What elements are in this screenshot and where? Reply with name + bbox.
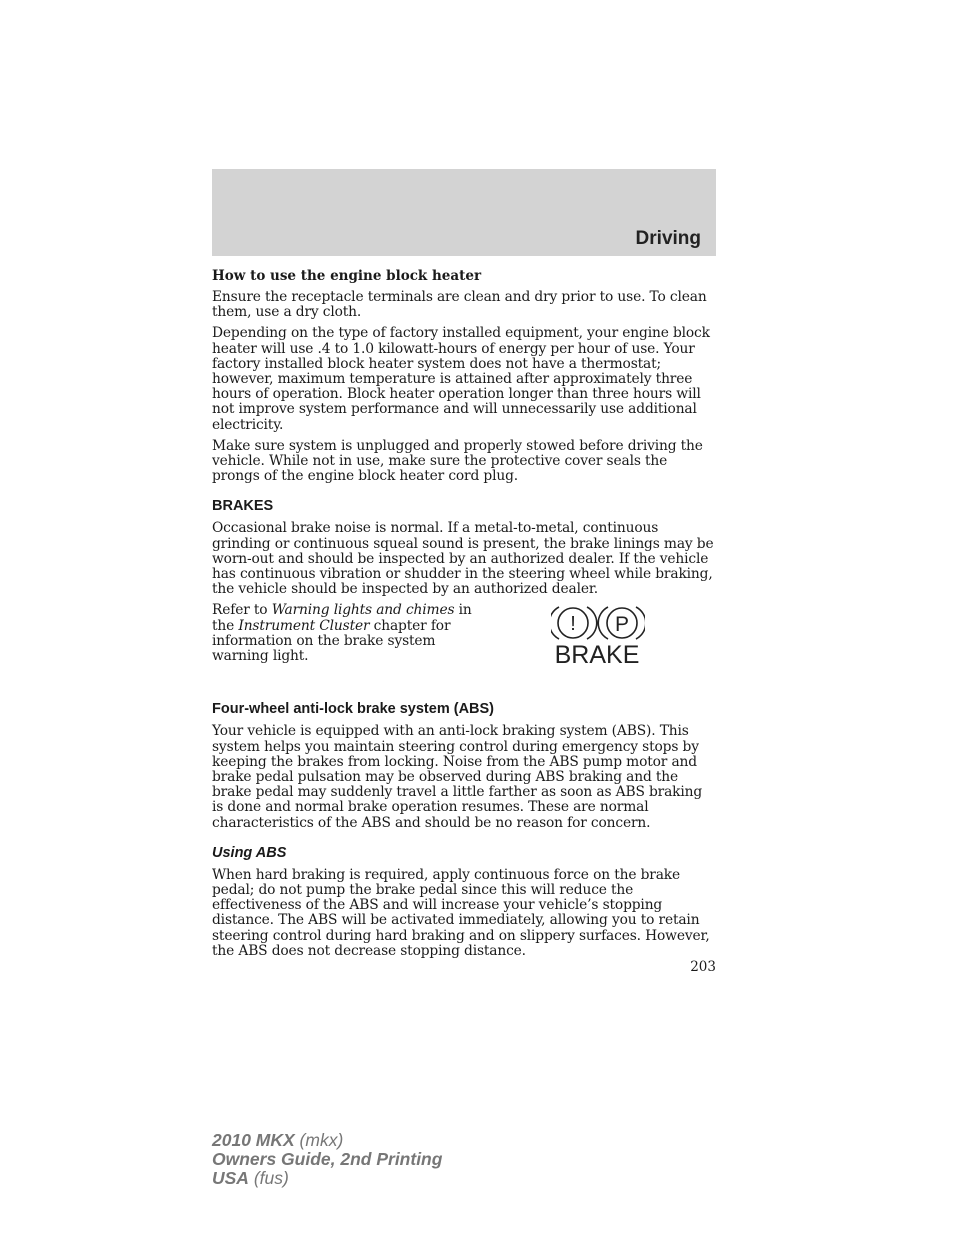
block-heater-heading: How to use the engine block heater (212, 268, 482, 284)
brake-label: BRAKE (554, 641, 640, 670)
abs-heading: Four-wheel anti-lock brake system (ABS) (212, 701, 495, 718)
section-title: Driving (635, 228, 701, 249)
page-content (212, 268, 717, 965)
block-heater-paragraph-3: Make sure system is unplugged and properly stowed before driving the vehicle. While not in use, make sure the protective cover seals the prongs of the engine block heater cord plug. (212, 437, 703, 485)
warning-lights-reference: Warning lights and chimes (271, 602, 455, 619)
footer-model-line: 2010 MKX (mkx) (212, 1130, 344, 1150)
instrument-cluster-reference: Instrument Cluster (238, 617, 370, 634)
brakes-paragraph-1: Occasional brake noise is normal. If a metal-to-metal, continuous grinding or continuous squeal sound is present, the brake linings may be worn-out and should be inspected by an authorized dealer. If the vehicle has continuous vibration or shudder in the steering wheel while braking, the vehicle should be inspected by an authorized dealer. (212, 520, 714, 598)
brakes-heading: BRAKES (212, 498, 274, 515)
exclamation-symbol: ! (570, 613, 576, 636)
block-heater-paragraph-1: Ensure the receptacle terminals are clean and dry prior to use. To clean them, use a dry cloth. (212, 289, 707, 321)
footer-guide-line: Owners Guide, 2nd Printing (212, 1149, 443, 1169)
page-number: 203 (690, 959, 716, 975)
using-abs-heading: Using ABS (212, 844, 287, 861)
brake-reference-row (212, 603, 717, 687)
park-symbol: P (614, 613, 630, 637)
brake-warning-icon (551, 599, 645, 669)
using-abs-paragraph-1: When hard braking is required, apply continuous force on the brake pedal; do not pump the brake pedal since this will reduce the effectiveness of the ABS and will increase your vehicle’s stopping distance. The ABS will be activated immediately, allowing you to retain steering control during hard braking and on slippery surfaces. However, the ABS does not decrease stopping distance. (212, 866, 710, 959)
section-header-band (212, 169, 716, 256)
abs-paragraph-1: Your vehicle is equipped with an anti-lock braking system (ABS). This system helps you maintain steering control during emergency stops by keeping the brakes from locking. Noise from the ABS pump motor and brake pedal pulsation may be observed during ABS braking and the brake pedal may suddenly travel a little farther as soon as ABS braking is done and normal brake operation resumes. These are normal characteristics of the ABS and should be no reason for concern. (212, 723, 703, 831)
block-heater-paragraph-2: Depending on the type of factory installed equipment, your engine block heater will use .4 to 1.0 kilowatt-hours of energy per hour of use. Your factory installed block heater system does not have a thermostat; however, maximum temperature is attained after approximately three hours of operation. Block heater operation longer than three hours will not improve system performance and will unnecessarily use additional electricity. (212, 325, 710, 433)
footer-region-line: USA (fus) (212, 1168, 289, 1188)
brakes-reference-paragraph: Refer to Warning lights and chimes in the Instrument Cluster chapter for information on the brake system warning light. (212, 602, 472, 665)
document-footer (212, 1131, 442, 1188)
